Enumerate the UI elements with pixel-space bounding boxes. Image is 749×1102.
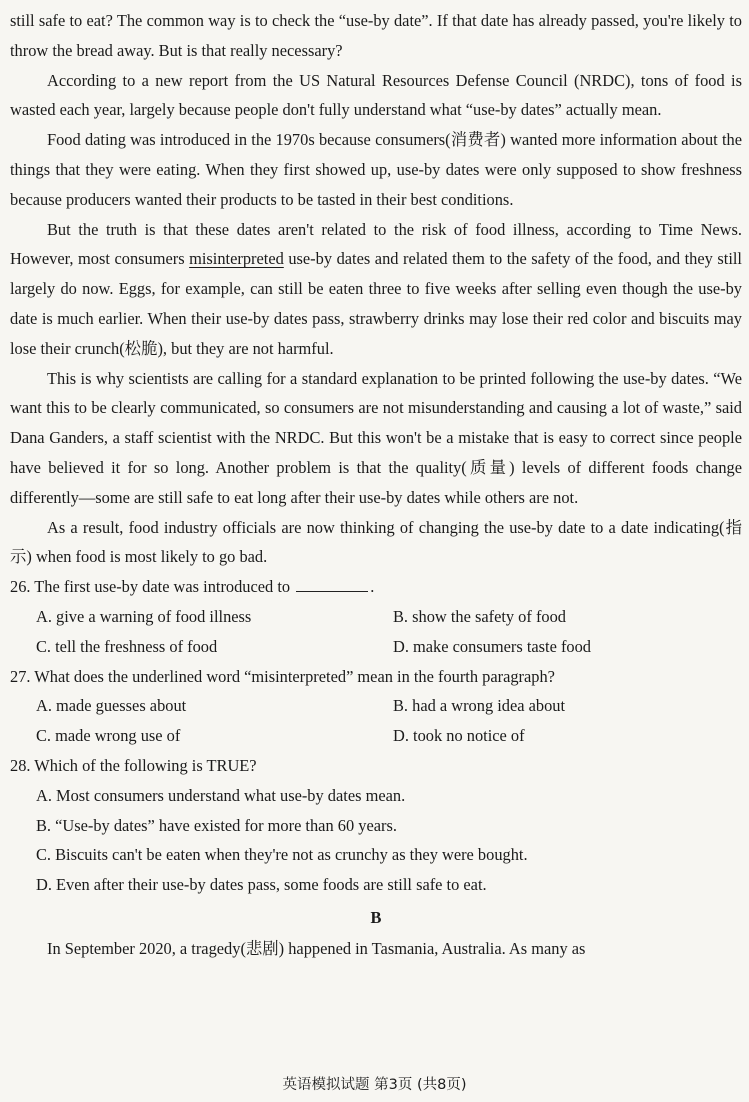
- paragraph-6: As a result, food industry officials are now thinking of changing the use-by date to a date indicating(指示) when food is most likely to go bad.: [10, 517, 742, 567]
- option-27-d: D. took no notice of: [393, 726, 525, 746]
- answer-blank: [296, 575, 368, 592]
- option-26-b: B. show the safety of food: [393, 606, 566, 626]
- paragraph-1: still safe to eat? The common way is to check the “use-by date”. If that date has already passed, you're likely to throw the bread away. But is that really necessary?: [10, 11, 742, 60]
- section-b-heading: B: [370, 907, 382, 927]
- paragraph-4-text-before: But the truth is that these dates aren't related to the risk of food illness, according to Time News. However, most consumers: [10, 219, 742, 269]
- option-28-d: D. Even after their use-by dates pass, some foods are still safe to eat.: [36, 875, 487, 895]
- question-26: [10, 572, 742, 602]
- paragraph-4-text-after: use-by dates and related them to the safety of the food, and they still largely do now. Eggs, for example, can still be eaten three to five weeks after selling even though the use-by date is much earlier. When their use-by dates pass, strawberry drinks may lose their red color and biscuits may lose their crunch(松脆), but they are not harmful.: [10, 249, 742, 358]
- section-b-first-line: In September 2020, a tragedy(悲剧) happened in Tasmania, Australia. As many as: [47, 938, 586, 958]
- paragraph-2: According to a new report from the US Natural Resources Defense Council (NRDC), tons of food is wasted each year, largely because people don't fully understand what “use-by dates” actually mean.: [10, 70, 742, 120]
- option-28-c: C. Biscuits can't be eaten when they're not as crunchy as they were bought.: [36, 845, 528, 865]
- question-27: 27. What does the underlined word “misinterpreted” mean in the fourth paragraph?: [10, 666, 555, 686]
- option-27-a: A. made guesses about: [36, 696, 187, 716]
- option-28-a: A. Most consumers understand what use-by dates mean.: [36, 785, 406, 805]
- underlined-word: misinterpreted: [189, 249, 284, 269]
- question-27-options: [10, 691, 742, 751]
- paragraph-3: Food dating was introduced in the 1970s because consumers(消费者) wanted more information about the things that they were eating. When they first showed up, use-by dates were only supposed to show freshness because producers wanted their products to be tasted in their best conditions.: [10, 130, 742, 209]
- question-26-end: .: [370, 577, 375, 597]
- page-footer: 英语模拟试题 第3页 (共8页): [282, 1077, 467, 1093]
- option-26-a: A. give a warning of food illness: [36, 606, 252, 626]
- paragraph-5: This is why scientists are calling for a standard explanation to be printed following the use-by dates. “We want this to be clearly communicated, so consumers are not misunderstanding and causing a lot of waste,” said Dana Ganders, a staff scientist with the NRDC. But this won't be a mistake that is easy to correct since people have believed it for so long. Another problem is that the quality(质量) levels of different foods change differently—some are still safe to eat long after their use-by dates while others are not.: [10, 368, 742, 507]
- question-28: 28. Which of the following is TRUE?: [10, 755, 257, 775]
- option-27-b: B. had a wrong idea about: [393, 696, 566, 716]
- option-26-d: D. make consumers taste food: [393, 636, 592, 656]
- exam-page: [10, 6, 742, 964]
- question-26-stem: 26. The first use-by date was introduced to: [10, 577, 291, 597]
- question-26-options: [10, 602, 742, 662]
- paragraph-4: [10, 215, 742, 364]
- option-26-c: C. tell the freshness of food: [36, 636, 218, 656]
- option-28-b: B. “Use-by dates” have existed for more than 60 years.: [36, 815, 397, 835]
- option-27-c: C. made wrong use of: [36, 726, 181, 746]
